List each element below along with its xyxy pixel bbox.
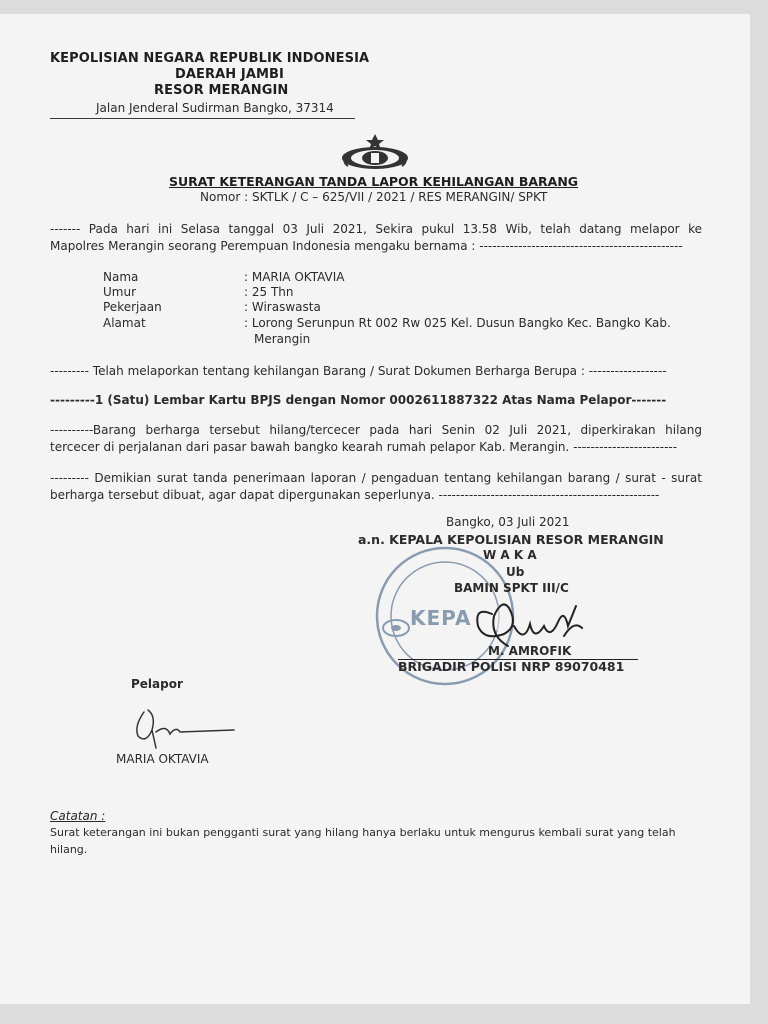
paragraph-3-line-2: tercecer di perjalanan dari pasar bawah bangko kearah rumah pelapor Kab. Merangin. ------------------------ <box>50 440 678 454</box>
header-line-2: DAERAH JAMBI <box>175 67 284 82</box>
umur-label: Umur <box>103 285 137 299</box>
header-divider <box>50 118 355 119</box>
alamat-value-line-1: : Lorong Serunpun Rt 002 Rw 025 Kel. Dusun Bangko Kec. Bangko Kab. <box>244 316 671 330</box>
reporter-name: MARIA OKTAVIA <box>116 752 209 766</box>
identity-row-pekerjaan <box>103 299 703 316</box>
document-title: SURAT KETERANGAN TANDA LAPOR KEHILANGAN BARANG <box>169 174 579 189</box>
signatory-on-behalf: a.n. KEPALA KEPOLISIAN RESOR MERANGIN <box>358 532 664 547</box>
header-line-3: RESOR MERANGIN <box>154 83 289 98</box>
paragraph-4-line-2: berharga tersebut dibuat, agar dapat dipergunakan seperlunya. --------------------------------------------------- <box>50 488 660 502</box>
document-page <box>0 14 750 1004</box>
alamat-value-line-2: Merangin <box>254 332 311 346</box>
paragraph-2: --------- Telah melaporkan tentang kehilangan Barang / Surat Dokumen Berharga Berupa : ------------------ <box>50 364 667 378</box>
identity-row-alamat <box>103 315 703 332</box>
header-line-1: KEPOLISIAN NEGARA REPUBLIK INDONESIA <box>50 51 370 66</box>
signatory-ub: Ub <box>506 565 525 579</box>
lost-item-line: ---------1 (Satu) Lembar Kartu BPJS dengan Nomor 0002611887322 Atas Nama Pelapor------- <box>50 393 667 407</box>
note-line-1: Surat keterangan ini bukan pengganti surat yang hilang hanya berlaku untuk mengurus kembali surat yang telah <box>50 826 676 839</box>
paragraph-4-line-1: --------- Demikian surat tanda penerimaan laporan / pengaduan tentang kehilangan barang / surat - surat <box>50 471 702 485</box>
place-date: Bangko, 03 Juli 2021 <box>446 515 570 529</box>
note-line-2: hilang. <box>50 843 88 856</box>
signatory-name: M. AMROFIK <box>488 644 572 658</box>
alamat-label: Alamat <box>103 316 146 330</box>
paragraph-1-line-1: ------- Pada hari ini Selasa tanggal 03 Juli 2021, Sekira pukul 13.58 Wib, telah datang melapor ke <box>50 222 702 236</box>
document-number: Nomor : SKTLK / C – 625/VII / 2021 / RES MERANGIN/ SPKT <box>200 190 548 204</box>
pekerjaan-label: Pekerjaan <box>103 300 162 314</box>
paragraph-3-line-1: ----------Barang berharga tersebut hilang/tercecer pada hari Senin 02 Juli 2021, diperkirakan hilang <box>50 423 702 437</box>
header-address: Jalan Jenderal Sudirman Bangko, 37314 <box>96 101 334 115</box>
identity-block <box>103 269 703 349</box>
signatory-rank: BRIGADIR POLISI NRP 89070481 <box>398 659 625 674</box>
reporter-signature-icon <box>126 702 238 750</box>
signatory-waka: W A K A <box>483 548 537 562</box>
police-emblem-icon <box>338 132 412 172</box>
note-label: Catatan : <box>50 809 106 823</box>
paragraph-1-line-2: Mapolres Merangin seorang Perempuan Indonesia mengaku bernama : ----------------------------------------------- <box>50 239 683 253</box>
stamp-label: KEPA <box>410 606 472 630</box>
nama-value: : MARIA OKTAVIA <box>244 270 345 284</box>
reporter-label: Pelapor <box>131 677 183 691</box>
signatory-position: BAMIN SPKT III/C <box>454 581 569 595</box>
pekerjaan-value: : Wiraswasta <box>244 300 321 314</box>
nama-label: Nama <box>103 270 139 284</box>
umur-value: : 25 Thn <box>244 285 294 299</box>
